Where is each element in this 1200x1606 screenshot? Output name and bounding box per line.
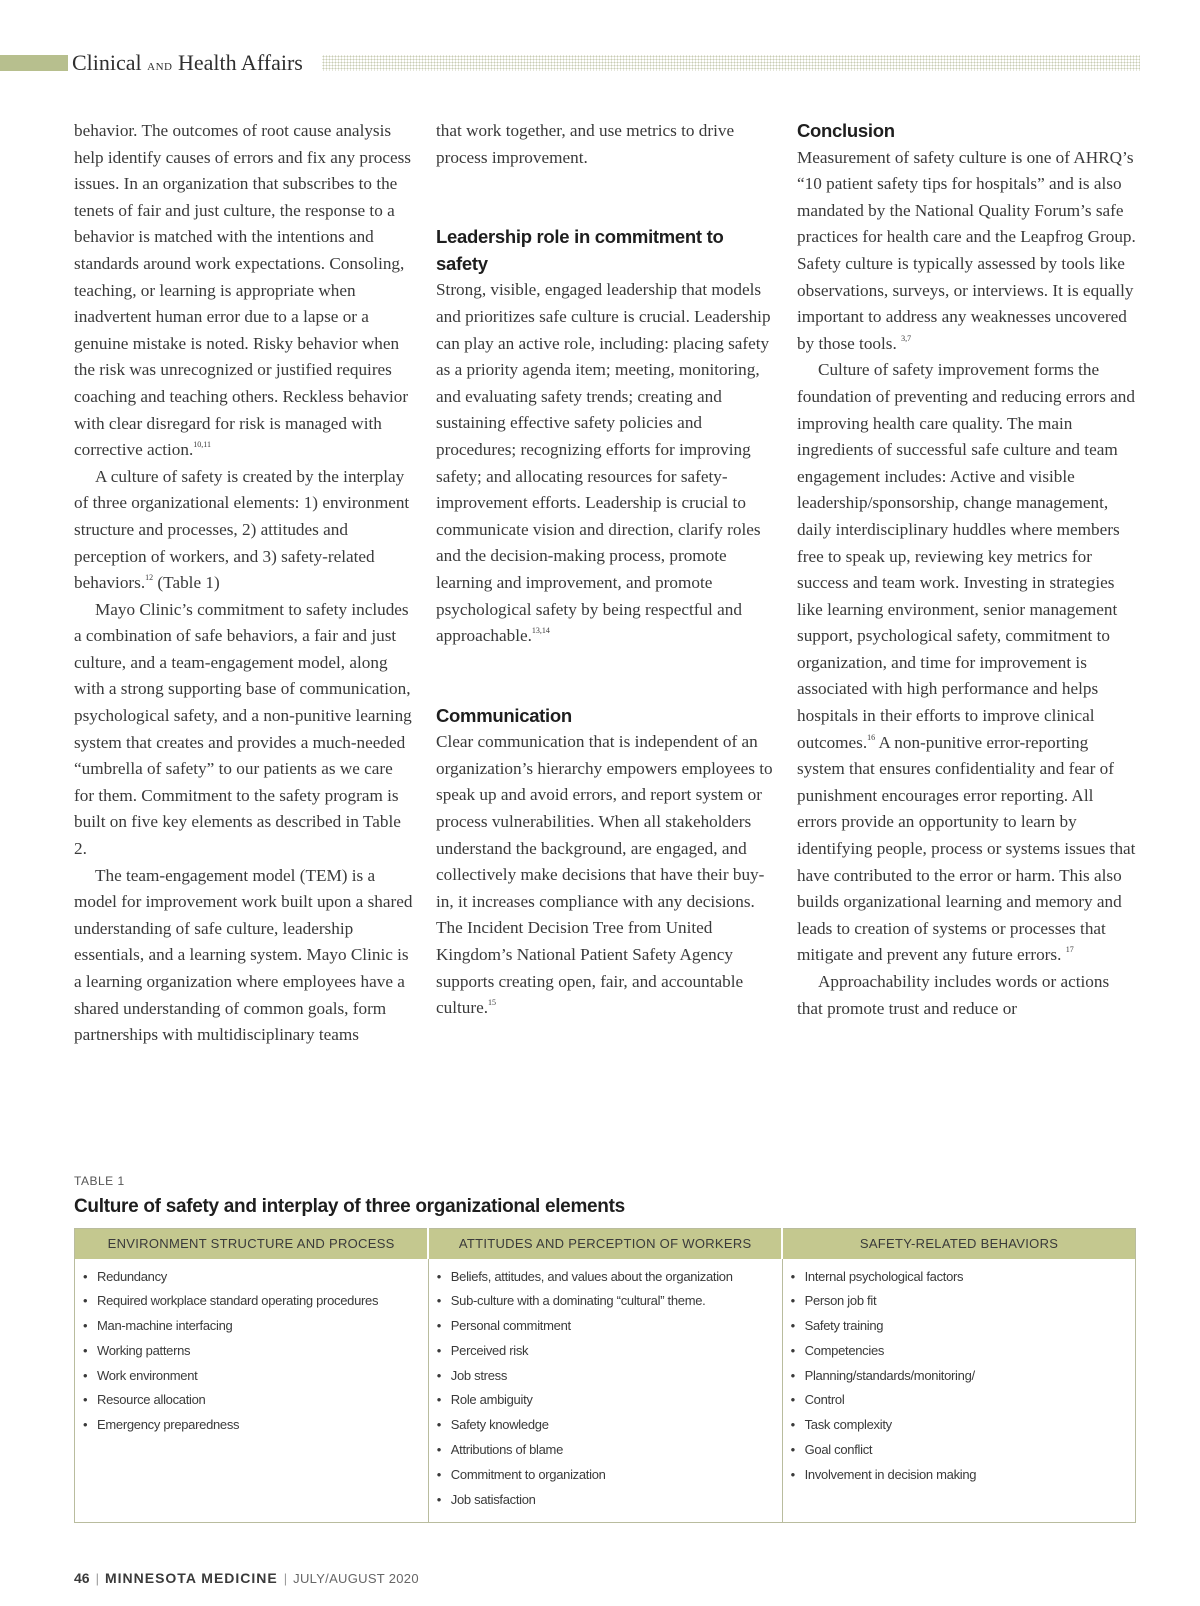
publication-name: MINNESOTA MEDICINE [104,1570,278,1586]
bullet-icon: • [436,1318,442,1334]
list-item-text: Role ambiguity [450,1392,533,1408]
list-item [791,1413,1135,1438]
table-header-cell: ENVIRONMENT STRUCTURE AND PROCESS [75,1229,429,1259]
paragraph-text: Strong, visible, engaged leadership that models and prioritizes safe culture is crucial. Leadership can play an active role, including: placing safety as a priority agenda item; meeting, monitoring, and evaluating safety trends; creating and sustaining effective safety policies and procedures; recognizing efforts for improving safety; and allocating resources for safety-improvement efforts. Leadership is crucial to communicate vision and direction, clarify roles and the decision-making process, promote learning and improvement, and promote psychological safety by being respectful and approachable. [436,280,771,646]
paragraph [436,729,776,1022]
list-item-text: Person job fit [804,1293,877,1309]
paragraph-text: behavior. The outcomes of root cause analysis help identify causes of errors and fix any process issues. In an organization that subscribes to the tenets of fair and just culture, the response to a behavior is matched with the intentions and standards around work expectations. Consoling, teaching, or learning is appropriate when inadvertent human error due to a lapse or a genuine mistake is noted. Risky behavior when the risk was unrecognized or justified requires coaching and teaching others. Reckless behavior with clear disregard for risk is managed with corrective action. [74,121,411,460]
paragraph: Mayo Clinic’s commitment to safety includes a combination of safe behaviors, a fair and just culture, and a team-engagement model, along with a strong supporting base of communication, psychological safety, and a non-punitive learning system that creates and provides a much-needed “umbrella of safety” to our patients as we care for them. Commitment to the safety program is built on five key elements as described in Table 2. [74,599,412,859]
bullet-icon: • [436,1442,442,1458]
paragraph [436,277,776,649]
table-cell [782,1259,1135,1523]
list-item [437,1463,782,1488]
list-item [791,1339,1135,1364]
paragraph: that work together, and use metrics to drive process improvement. [436,121,735,167]
list-item-text: Work environment [97,1367,198,1383]
bullet-icon: • [436,1491,442,1507]
list-item-text: Planning/standards/monitoring/ [804,1367,975,1383]
section-spacer [436,171,776,224]
paragraph-text: A culture of safety is created by the interplay of three organizational elements: 1) environment structure and processes, 2) attitudes and perception of workers, and 3) safety-related behaviors. [74,466,410,593]
paragraph-text: Culture of safety improvement forms the foundation of preventing and reducing errors and improving health care quality. The main ingredients of successful safe culture and team engagement includes: Active and visible leadership/sponsorship, change management, daily interdisciplinary huddles where members free to speak up, reviewing key metrics for success and team work. Investing in strategies like learning environment, senior management support, psychological safety, commitment to organization, and time for improvement is associated with high performance and helps hospitals in their efforts to improve clinical outcomes. [797,360,1135,752]
list-item-text: Required workplace standard operating procedures [97,1293,379,1309]
section-spacer [436,650,776,703]
paragraph-text: Measurement of safety culture is one of AHRQ’s “10 patient safety tips for hospitals” and is also mandated by the National Quality Forum’s safe practices for health care and the Leapfrog Group. Safety culture is typically assessed by tools like observations, surveys, or interviews. It is equally important to address any weaknesses uncovered by those tools. [797,147,1136,353]
bullet-icon: • [83,1392,88,1408]
reference-superscript: 10,11 [193,440,211,450]
running-header [0,50,1200,76]
section-title [72,50,303,80]
bullet-icon: • [436,1342,442,1358]
paragraph [74,464,414,597]
list-item-text: Job satisfaction [450,1491,536,1507]
list-item [83,1314,428,1339]
bullet-icon: • [790,1442,795,1458]
paragraph: The team-engagement model (TEM) is a model for improvement work built upon a shared understanding of safe culture, leadership essentials, and a learning system. Mayo Clinic is a learning organization where employees have a shared understanding of common goals, form partnerships with multidisciplinary teams [74,865,413,1045]
list-item [791,1438,1135,1463]
list-item-text: Task complexity [804,1417,892,1433]
bullet-icon: • [436,1392,442,1408]
list-item-text: Emergency preparedness [97,1417,240,1433]
bullet-icon: • [436,1417,442,1433]
list-item [83,1364,428,1389]
list-item-text: Sub-culture with a dominating “cultural” theme. [450,1293,706,1309]
bullet-icon: • [790,1318,795,1334]
list-item-text: Perceived risk [450,1342,529,1358]
section-heading: Communication [436,704,572,726]
bullet-icon: • [436,1367,442,1383]
list-item [437,1289,782,1314]
list-item [437,1364,782,1389]
reference-superscript: 15 [488,998,497,1008]
section-title-part2: Health Affairs [178,50,303,75]
paragraph [797,145,1137,358]
list-item-text: Working patterns [97,1342,191,1358]
list-item [791,1463,1135,1488]
bullet-icon: • [436,1293,442,1309]
list-item [791,1388,1135,1413]
list-item [791,1364,1135,1389]
organizational-elements-table [74,1228,1136,1523]
footer-separator: | [283,1571,288,1586]
bullet-icon: • [83,1318,88,1334]
bullet-icon: • [790,1367,795,1383]
bullet-list [437,1265,782,1513]
bullet-icon: • [83,1367,88,1383]
list-item-text: Competencies [804,1342,885,1358]
list-item-text: Resource allocation [97,1392,206,1408]
bullet-icon: • [83,1293,88,1309]
list-item-text: Beliefs, attitudes, and values about the organization [450,1268,733,1284]
list-item-text: Redundancy [97,1268,167,1284]
list-item-text: Safety knowledge [450,1417,549,1433]
section-title-and: AND [147,61,173,73]
list-item-text: Safety training [804,1318,884,1334]
table-row [75,1259,1136,1523]
paragraph [74,118,414,464]
bullet-list [791,1265,1135,1488]
header-accent-bar [0,55,68,71]
list-item [83,1289,428,1314]
list-item-text: Personal commitment [450,1318,571,1334]
issue-date: JULY/AUGUST 2020 [293,1571,419,1586]
bullet-icon: • [790,1466,795,1482]
table-cell [75,1259,429,1523]
table-title: Culture of safety and interplay of three organizational elements [74,1196,625,1217]
bullet-icon: • [83,1342,88,1358]
header-dot-pattern [322,55,1140,71]
bullet-icon: • [83,1417,88,1433]
bullet-icon: • [83,1268,88,1284]
list-item [83,1339,428,1364]
list-item [437,1488,782,1513]
table-label: TABLE 1 [74,1174,125,1188]
list-item [791,1314,1135,1339]
list-item-text: Commitment to organization [450,1466,606,1482]
list-item [791,1289,1135,1314]
section-heading: Leadership role in commitment to safety [436,226,724,274]
list-item [437,1413,782,1438]
list-item [437,1265,782,1290]
page-number: 46 [74,1570,90,1586]
list-item [83,1265,428,1290]
list-item [437,1388,782,1413]
list-item [437,1339,782,1364]
table-header-cell: SAFETY-RELATED BEHAVIORS [782,1229,1135,1259]
list-item-text: Involvement in decision making [804,1466,977,1482]
list-item [437,1438,782,1463]
bullet-icon: • [436,1466,442,1482]
bullet-list [83,1265,428,1439]
text-column-2 [436,118,776,1022]
list-item [791,1265,1135,1290]
footer-separator: | [95,1571,99,1586]
table-header-cell: ATTITUDES AND PERCEPTION OF WORKERS [428,1229,782,1259]
text-column-3 [797,118,1137,1022]
paragraph-text: (Table 1) [153,573,220,593]
paragraph-text: Clear communication that is independent of an organization’s hierarchy empowers employees to speak up and avoid errors, and report system or process vulnerabilities. When all stakeholders understand the background, are engaged, and collectively make decisions that have their buy-in, it increases compliance with any decisions. The Incident Decision Tree from United Kingdom’s National Patient Safety Agency supports creating open, fair, and accountable culture. [436,732,773,1018]
bullet-icon: • [790,1293,795,1309]
list-item-text: Attributions of blame [450,1442,564,1458]
bullet-icon: • [436,1268,442,1284]
reference-superscript: 17 [1065,945,1074,955]
bullet-icon: • [790,1268,795,1284]
reference-superscript: 13,14 [531,626,550,636]
text-column-1 [74,118,414,1049]
list-item-text: Control [804,1392,845,1408]
list-item-text: Man-machine interfacing [97,1318,233,1334]
list-item-text: Goal conflict [804,1442,873,1458]
reference-superscript: 12 [145,573,154,583]
list-item [437,1314,782,1339]
reference-superscript: 16 [867,732,876,742]
list-item [83,1388,428,1413]
list-item [83,1413,428,1438]
paragraph [797,357,1137,969]
table-header-row [75,1229,1136,1259]
list-item-text: Job stress [450,1367,508,1383]
table-cell [428,1259,782,1523]
section-heading: Conclusion [797,120,895,141]
paragraph-text: A non-punitive error-reporting system that ensures confidentiality and fear of punishment encourages error reporting. All errors provide an opportunity to learn by identifying people, process or systems issues that have contributed to the error or harm. This also builds organizational learning and memory and leads to creation of systems or processes that mitigate and prevent any future errors. [797,732,1136,965]
reference-superscript: 3,7 [901,333,912,343]
list-item-text: Internal psychological factors [804,1268,964,1284]
paragraph: Approachability includes words or actions that promote trust and reduce or [797,972,1110,1018]
page-footer [74,1570,419,1586]
bullet-icon: • [790,1417,795,1433]
bullet-icon: • [790,1342,795,1358]
bullet-icon: • [790,1392,795,1408]
section-title-part1: Clinical [72,50,142,75]
